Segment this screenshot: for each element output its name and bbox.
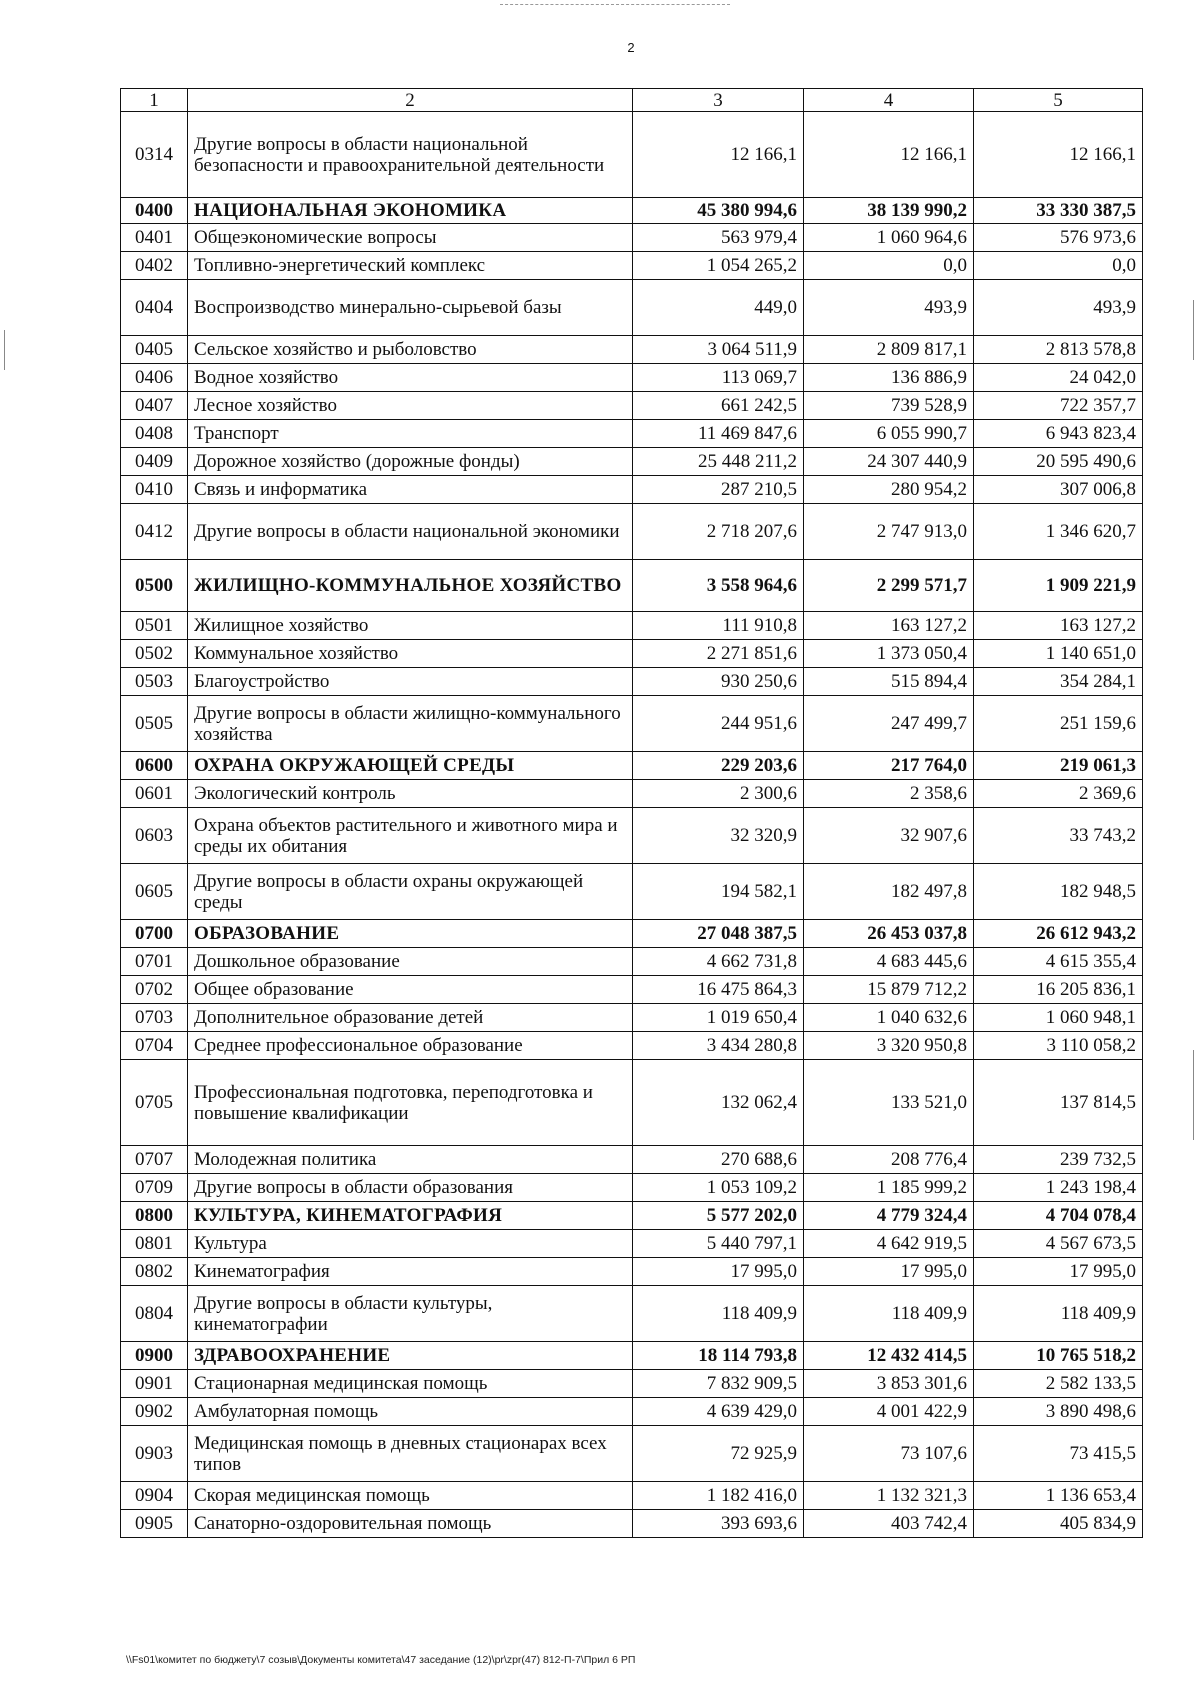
row-value-col3: 27 048 387,5 (633, 920, 804, 948)
row-value-col4: 1 185 999,2 (804, 1174, 974, 1202)
row-name: Дополнительное образование детей (188, 1004, 633, 1032)
row-name: Жилищное хозяйство (188, 612, 633, 640)
row-code: 0900 (121, 1342, 188, 1370)
row-value-col5: 251 159,6 (974, 696, 1143, 752)
row-code: 0901 (121, 1370, 188, 1398)
row-value-col3: 2 718 207,6 (633, 504, 804, 560)
row-name: Профессиональная подготовка, переподготовка и повышение квалификации (188, 1060, 633, 1146)
section-row (121, 560, 1143, 612)
table-row (121, 364, 1143, 392)
row-name: Лесное хозяйство (188, 392, 633, 420)
table-row (121, 280, 1143, 336)
table-row (121, 948, 1143, 976)
row-value-col5: 24 042,0 (974, 364, 1143, 392)
row-value-col4: 118 409,9 (804, 1286, 974, 1342)
row-value-col3: 194 582,1 (633, 864, 804, 920)
row-value-col5: 118 409,9 (974, 1286, 1143, 1342)
row-value-col4: 247 499,7 (804, 696, 974, 752)
table-row (121, 668, 1143, 696)
row-value-col3: 12 166,1 (633, 112, 804, 198)
row-value-col3: 7 832 909,5 (633, 1370, 804, 1398)
row-value-col3: 4 639 429,0 (633, 1398, 804, 1426)
row-code: 0314 (121, 112, 188, 198)
row-value-col3: 393 693,6 (633, 1510, 804, 1538)
row-code: 0707 (121, 1146, 188, 1174)
row-value-col4: 32 907,6 (804, 808, 974, 864)
row-code: 0903 (121, 1426, 188, 1482)
row-name: Культура (188, 1230, 633, 1258)
row-value-col4: 493,9 (804, 280, 974, 336)
row-code: 0703 (121, 1004, 188, 1032)
section-row (121, 1202, 1143, 1230)
table-row (121, 224, 1143, 252)
row-value-col3: 3 434 280,8 (633, 1032, 804, 1060)
row-value-col3: 661 242,5 (633, 392, 804, 420)
row-value-col3: 287 210,5 (633, 476, 804, 504)
row-value-col4: 515 894,4 (804, 668, 974, 696)
row-value-col4: 1 040 632,6 (804, 1004, 974, 1032)
row-value-col3: 113 069,7 (633, 364, 804, 392)
row-name: Санаторно-оздоровительная помощь (188, 1510, 633, 1538)
row-value-col4: 24 307 440,9 (804, 448, 974, 476)
row-code: 0902 (121, 1398, 188, 1426)
row-value-col3: 5 440 797,1 (633, 1230, 804, 1258)
scan-left-edge-mark (4, 330, 5, 370)
row-code: 0600 (121, 752, 188, 780)
row-code: 0705 (121, 1060, 188, 1146)
table-row (121, 1482, 1143, 1510)
row-value-col5: 405 834,9 (974, 1510, 1143, 1538)
row-value-col4: 133 521,0 (804, 1060, 974, 1146)
row-value-col4: 163 127,2 (804, 612, 974, 640)
row-value-col5: 2 813 578,8 (974, 336, 1143, 364)
table-row (121, 808, 1143, 864)
row-name: Общеэкономические вопросы (188, 224, 633, 252)
row-value-col4: 2 747 913,0 (804, 504, 974, 560)
row-name: Другие вопросы в области национальной безопасности и правоохранительной деятельности (188, 112, 633, 198)
row-value-col4: 280 954,2 (804, 476, 974, 504)
row-value-col3: 244 951,6 (633, 696, 804, 752)
table-row (121, 1230, 1143, 1258)
row-code: 0601 (121, 780, 188, 808)
section-row (121, 920, 1143, 948)
row-value-col4: 4 779 324,4 (804, 1202, 974, 1230)
row-code: 0505 (121, 696, 188, 752)
row-value-col3: 2 271 851,6 (633, 640, 804, 668)
row-value-col5: 1 243 198,4 (974, 1174, 1143, 1202)
row-value-col3: 563 979,4 (633, 224, 804, 252)
file-path-footer: \\Fs01\комитет по бюджету\7 созыв\Документы комитета\47 заседание (12)\pr\zpr(47) 812-П-7\Прил 6 РП (126, 1654, 636, 1666)
row-code: 0400 (121, 198, 188, 224)
column-header: 4 (804, 89, 974, 112)
row-value-col3: 1 054 265,2 (633, 252, 804, 280)
row-name: Топливно-энергетический комплекс (188, 252, 633, 280)
table-row (121, 392, 1143, 420)
column-header: 1 (121, 89, 188, 112)
row-value-col5: 17 995,0 (974, 1258, 1143, 1286)
row-code: 0402 (121, 252, 188, 280)
row-name: Дошкольное образование (188, 948, 633, 976)
row-code: 0905 (121, 1510, 188, 1538)
row-name: НАЦИОНАЛЬНАЯ ЭКОНОМИКА (188, 198, 633, 224)
row-value-col4: 403 742,4 (804, 1510, 974, 1538)
row-value-col5: 6 943 823,4 (974, 420, 1143, 448)
row-code: 0401 (121, 224, 188, 252)
table-row (121, 1032, 1143, 1060)
scan-right-edge-mark (1193, 1050, 1194, 1140)
row-code: 0701 (121, 948, 188, 976)
row-value-col5: 3 110 058,2 (974, 1032, 1143, 1060)
row-value-col5: 493,9 (974, 280, 1143, 336)
row-value-col4: 3 853 301,6 (804, 1370, 974, 1398)
row-value-col5: 2 582 133,5 (974, 1370, 1143, 1398)
row-code: 0410 (121, 476, 188, 504)
table-row (121, 420, 1143, 448)
row-name: Среднее профессиональное образование (188, 1032, 633, 1060)
row-name: Благоустройство (188, 668, 633, 696)
table-row (121, 1510, 1143, 1538)
row-name: Другие вопросы в области охраны окружающей среды (188, 864, 633, 920)
row-name: Стационарная медицинская помощь (188, 1370, 633, 1398)
row-name: Скорая медицинская помощь (188, 1482, 633, 1510)
row-value-col5: 354 284,1 (974, 668, 1143, 696)
column-header: 5 (974, 89, 1143, 112)
row-code: 0801 (121, 1230, 188, 1258)
row-value-col3: 1 019 650,4 (633, 1004, 804, 1032)
row-name: Коммунальное хозяйство (188, 640, 633, 668)
table-row (121, 1174, 1143, 1202)
row-name: Общее образование (188, 976, 633, 1004)
table-header-row (121, 89, 1143, 112)
row-code: 0503 (121, 668, 188, 696)
row-code: 0804 (121, 1286, 188, 1342)
row-value-col5: 4 704 078,4 (974, 1202, 1143, 1230)
row-name: Медицинская помощь в дневных стационарах всех типов (188, 1426, 633, 1482)
row-value-col4: 739 528,9 (804, 392, 974, 420)
row-value-col4: 12 432 414,5 (804, 1342, 974, 1370)
row-value-col4: 15 879 712,2 (804, 976, 974, 1004)
row-name: Другие вопросы в области культуры, кинематографии (188, 1286, 633, 1342)
section-row (121, 1342, 1143, 1370)
row-value-col3: 229 203,6 (633, 752, 804, 780)
table-row (121, 612, 1143, 640)
row-code: 0412 (121, 504, 188, 560)
row-value-col5: 219 061,3 (974, 752, 1143, 780)
row-value-col3: 2 300,6 (633, 780, 804, 808)
row-code: 0408 (121, 420, 188, 448)
row-value-col3: 1 182 416,0 (633, 1482, 804, 1510)
row-value-col4: 4 683 445,6 (804, 948, 974, 976)
row-value-col3: 11 469 847,6 (633, 420, 804, 448)
row-value-col4: 73 107,6 (804, 1426, 974, 1482)
row-value-col3: 18 114 793,8 (633, 1342, 804, 1370)
row-value-col4: 2 299 571,7 (804, 560, 974, 612)
table-row (121, 780, 1143, 808)
row-value-col3: 1 053 109,2 (633, 1174, 804, 1202)
table-row (121, 1146, 1143, 1174)
row-name: Молодежная политика (188, 1146, 633, 1174)
row-value-col4: 1 373 050,4 (804, 640, 974, 668)
row-name: ОБРАЗОВАНИЕ (188, 920, 633, 948)
table-row (121, 976, 1143, 1004)
row-value-col3: 118 409,9 (633, 1286, 804, 1342)
scan-top-edge (500, 4, 730, 6)
table-row (121, 1426, 1143, 1482)
row-value-col5: 239 732,5 (974, 1146, 1143, 1174)
row-value-col3: 449,0 (633, 280, 804, 336)
row-value-col4: 3 320 950,8 (804, 1032, 974, 1060)
row-code: 0802 (121, 1258, 188, 1286)
row-code: 0404 (121, 280, 188, 336)
row-code: 0605 (121, 864, 188, 920)
row-value-col5: 137 814,5 (974, 1060, 1143, 1146)
row-value-col5: 4 567 673,5 (974, 1230, 1143, 1258)
row-code: 0502 (121, 640, 188, 668)
table-row (121, 1004, 1143, 1032)
row-value-col3: 132 062,4 (633, 1060, 804, 1146)
row-value-col3: 32 320,9 (633, 808, 804, 864)
row-value-col3: 72 925,9 (633, 1426, 804, 1482)
row-value-col3: 270 688,6 (633, 1146, 804, 1174)
row-name: ОХРАНА ОКРУЖАЮЩЕЙ СРЕДЫ (188, 752, 633, 780)
row-value-col5: 2 369,6 (974, 780, 1143, 808)
column-header: 2 (188, 89, 633, 112)
table-row (121, 1060, 1143, 1146)
row-name: Другие вопросы в области жилищно-коммунального хозяйства (188, 696, 633, 752)
row-value-col5: 3 890 498,6 (974, 1398, 1143, 1426)
row-code: 0904 (121, 1482, 188, 1510)
row-value-col4: 6 055 990,7 (804, 420, 974, 448)
row-value-col3: 930 250,6 (633, 668, 804, 696)
section-row (121, 752, 1143, 780)
row-value-col5: 722 357,7 (974, 392, 1143, 420)
row-code: 0603 (121, 808, 188, 864)
row-value-col3: 16 475 864,3 (633, 976, 804, 1004)
table-row (121, 640, 1143, 668)
row-value-col5: 1 909 221,9 (974, 560, 1143, 612)
row-name: Охрана объектов растительного и животного мира и среды их обитания (188, 808, 633, 864)
row-name: Другие вопросы в области образования (188, 1174, 633, 1202)
row-value-col3: 17 995,0 (633, 1258, 804, 1286)
row-value-col5: 33 330 387,5 (974, 198, 1143, 224)
row-value-col4: 1 132 321,3 (804, 1482, 974, 1510)
budget-table (120, 88, 1143, 1538)
row-name: КУЛЬТУРА, КИНЕМАТОГРАФИЯ (188, 1202, 633, 1230)
row-code: 0702 (121, 976, 188, 1004)
row-value-col4: 0,0 (804, 252, 974, 280)
row-value-col4: 26 453 037,8 (804, 920, 974, 948)
row-value-col3: 45 380 994,6 (633, 198, 804, 224)
row-value-col4: 4 642 919,5 (804, 1230, 974, 1258)
row-value-col4: 1 060 964,6 (804, 224, 974, 252)
table-row (121, 1286, 1143, 1342)
section-row (121, 198, 1143, 224)
table-row (121, 112, 1143, 198)
row-name: ЗДРАВООХРАНЕНИЕ (188, 1342, 633, 1370)
row-value-col5: 163 127,2 (974, 612, 1143, 640)
row-value-col4: 2 809 817,1 (804, 336, 974, 364)
table-row (121, 1370, 1143, 1398)
row-code: 0501 (121, 612, 188, 640)
row-name: Водное хозяйство (188, 364, 633, 392)
row-value-col4: 217 764,0 (804, 752, 974, 780)
table-row (121, 252, 1143, 280)
row-code: 0709 (121, 1174, 188, 1202)
row-value-col5: 182 948,5 (974, 864, 1143, 920)
row-value-col5: 1 346 620,7 (974, 504, 1143, 560)
row-name: Связь и информатика (188, 476, 633, 504)
row-value-col5: 1 136 653,4 (974, 1482, 1143, 1510)
row-value-col3: 111 910,8 (633, 612, 804, 640)
row-name: Сельское хозяйство и рыболовство (188, 336, 633, 364)
row-code: 0700 (121, 920, 188, 948)
row-value-col5: 33 743,2 (974, 808, 1143, 864)
table-row (121, 1398, 1143, 1426)
row-value-col3: 5 577 202,0 (633, 1202, 804, 1230)
row-value-col5: 26 612 943,2 (974, 920, 1143, 948)
table-row (121, 476, 1143, 504)
table-row (121, 864, 1143, 920)
row-name: ЖИЛИЩНО-КОММУНАЛЬНОЕ ХОЗЯЙСТВО (188, 560, 633, 612)
row-value-col5: 0,0 (974, 252, 1143, 280)
row-value-col4: 4 001 422,9 (804, 1398, 974, 1426)
row-value-col4: 12 166,1 (804, 112, 974, 198)
row-value-col3: 3 558 964,6 (633, 560, 804, 612)
row-value-col5: 1 060 948,1 (974, 1004, 1143, 1032)
row-value-col3: 4 662 731,8 (633, 948, 804, 976)
row-value-col3: 3 064 511,9 (633, 336, 804, 364)
row-value-col5: 1 140 651,0 (974, 640, 1143, 668)
row-value-col5: 576 973,6 (974, 224, 1143, 252)
row-value-col5: 307 006,8 (974, 476, 1143, 504)
row-code: 0409 (121, 448, 188, 476)
row-name: Транспорт (188, 420, 633, 448)
table-row (121, 1258, 1143, 1286)
row-value-col5: 16 205 836,1 (974, 976, 1143, 1004)
row-code: 0500 (121, 560, 188, 612)
row-code: 0406 (121, 364, 188, 392)
table-row (121, 504, 1143, 560)
scan-right-edge-mark (1193, 300, 1194, 360)
row-name: Экологический контроль (188, 780, 633, 808)
row-name: Воспроизводство минерально-сырьевой базы (188, 280, 633, 336)
row-code: 0407 (121, 392, 188, 420)
table-row (121, 696, 1143, 752)
row-name: Дорожное хозяйство (дорожные фонды) (188, 448, 633, 476)
row-value-col5: 12 166,1 (974, 112, 1143, 198)
page-number: 2 (627, 40, 635, 55)
row-value-col5: 73 415,5 (974, 1426, 1143, 1482)
row-code: 0704 (121, 1032, 188, 1060)
row-value-col4: 2 358,6 (804, 780, 974, 808)
row-value-col4: 136 886,9 (804, 364, 974, 392)
column-header: 3 (633, 89, 804, 112)
row-code: 0800 (121, 1202, 188, 1230)
row-value-col5: 20 595 490,6 (974, 448, 1143, 476)
row-value-col4: 208 776,4 (804, 1146, 974, 1174)
table-row (121, 448, 1143, 476)
row-value-col5: 10 765 518,2 (974, 1342, 1143, 1370)
row-name: Амбулаторная помощь (188, 1398, 633, 1426)
row-value-col4: 182 497,8 (804, 864, 974, 920)
row-value-col5: 4 615 355,4 (974, 948, 1143, 976)
table-row (121, 336, 1143, 364)
row-value-col4: 38 139 990,2 (804, 198, 974, 224)
row-value-col4: 17 995,0 (804, 1258, 974, 1286)
table-body (121, 112, 1143, 1538)
row-value-col3: 25 448 211,2 (633, 448, 804, 476)
row-name: Кинематография (188, 1258, 633, 1286)
row-code: 0405 (121, 336, 188, 364)
row-name: Другие вопросы в области национальной экономики (188, 504, 633, 560)
